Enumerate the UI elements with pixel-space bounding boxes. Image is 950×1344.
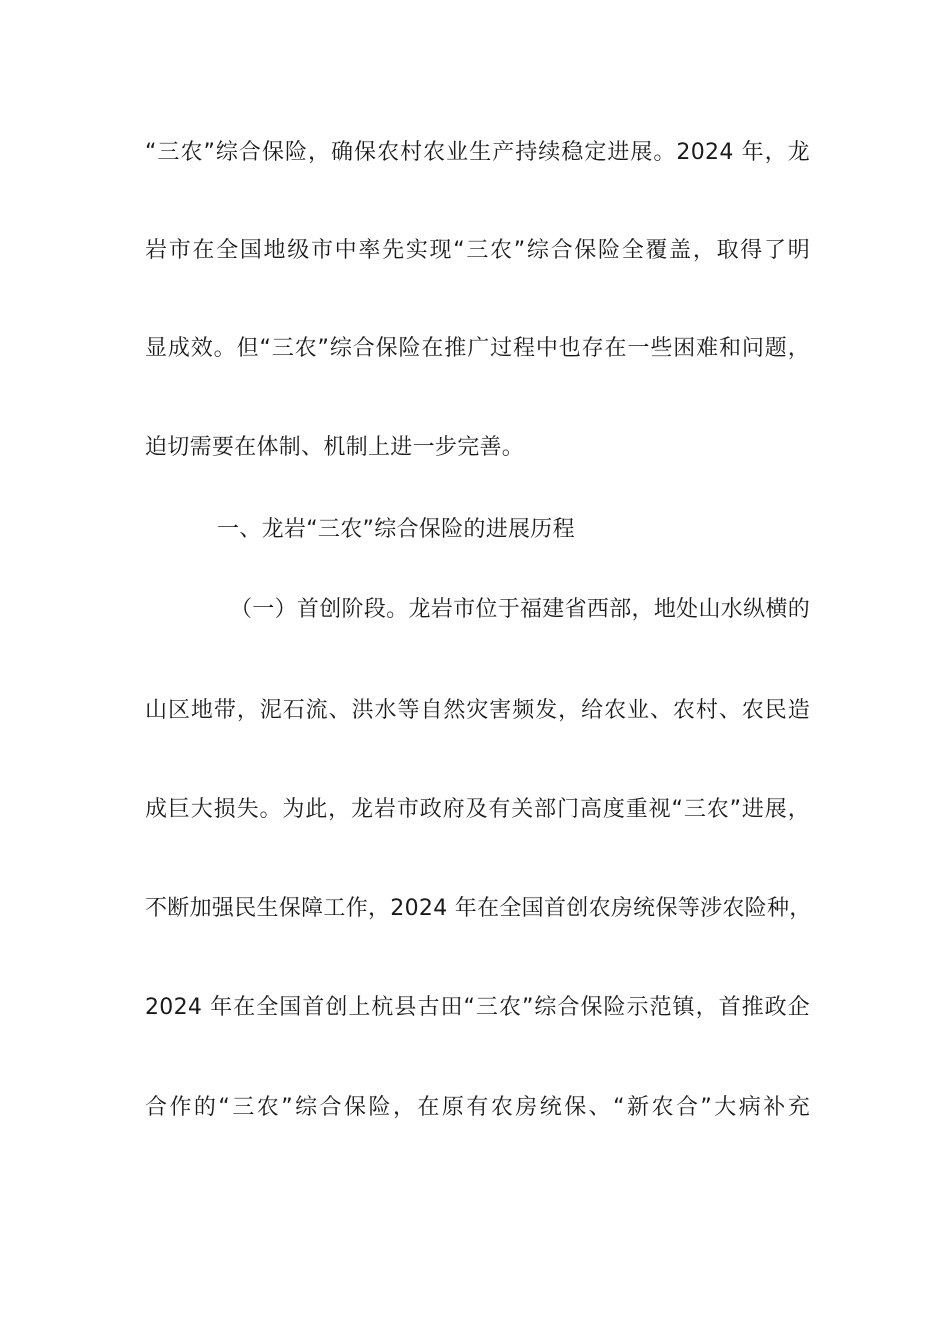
paragraph-2-line-6: 合作的“三农”综合保险，在原有农房统保、“新农合”大病补充 bbox=[145, 1095, 810, 1120]
paragraph-2-line-3: 成巨大损失。为此，龙岩市政府及有关部门高度重视“三农”进展， bbox=[145, 797, 810, 822]
paragraph-2-line-5: 2024 年在全国首创上杭县古田“三农”综合保险示范镇，首推政企 bbox=[145, 995, 810, 1020]
paragraph-2-line-4: 不断加强民生保障工作，2024 年在全国首创农房统保等涉农险种， bbox=[145, 896, 812, 921]
section-heading: 一、龙岩“三农”综合保险的进展历程 bbox=[217, 517, 575, 542]
paragraph-1-line-1: “三农”综合保险，确保农村农业生产持续稳定进展。2024 年，龙 bbox=[145, 140, 810, 165]
paragraph-1-line-4: 迫切需要在体制、机制上进一步完善。 bbox=[145, 435, 525, 460]
paragraph-2-line-2: 山区地带，泥石流、洪水等自然灾害频发，给农业、农村、农民造 bbox=[145, 698, 810, 723]
paragraph-2-line-1: （一）首创阶段。龙岩市位于福建省西部，地处山水纵横的 bbox=[230, 597, 810, 622]
paragraph-1-line-2: 岩市在全国地级市中率先实现“三农”综合保险全覆盖，取得了明 bbox=[145, 238, 810, 263]
paragraph-1-line-3: 显成效。但“三农”综合保险在推广过程中也存在一些困难和问题， bbox=[145, 336, 810, 361]
